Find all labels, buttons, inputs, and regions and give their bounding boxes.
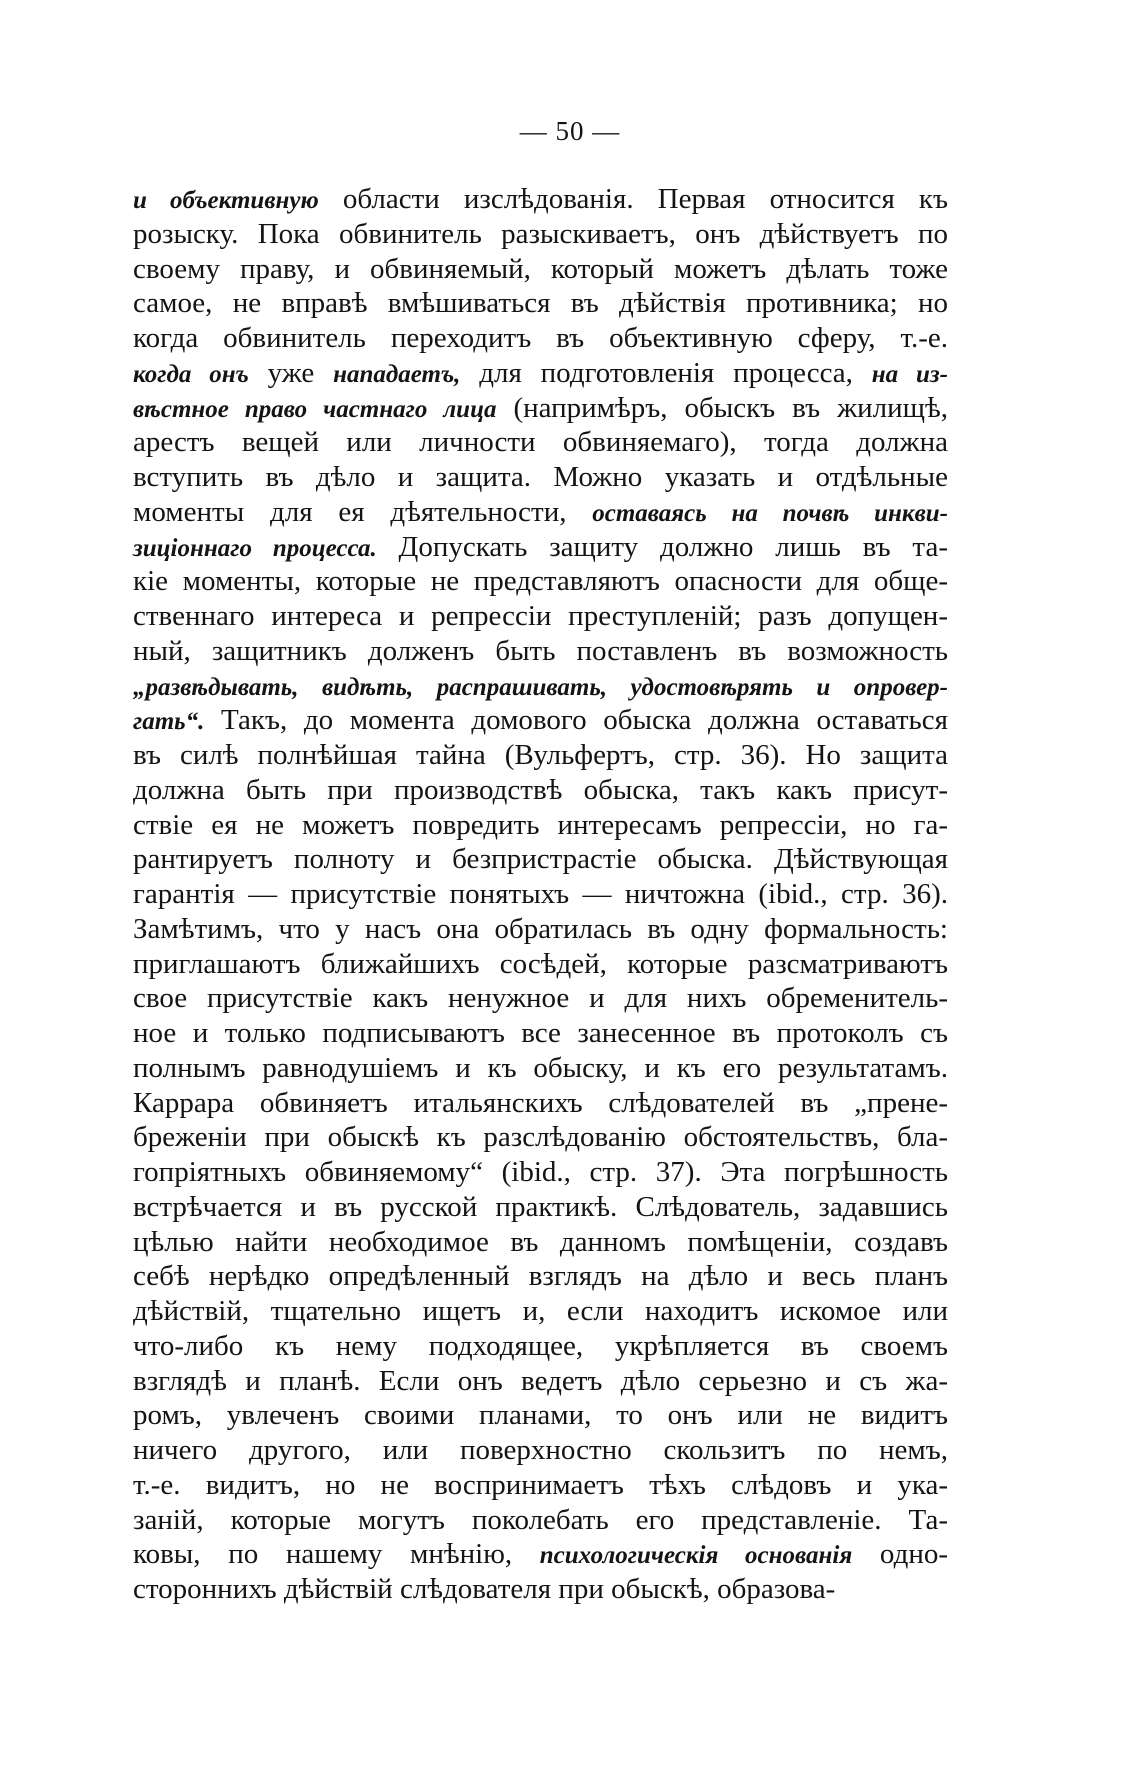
text-segment: Такъ, до момента домового обыска должна оставаться — [204, 704, 948, 737]
text-segment: (напримѣръ, обыскъ въ жилищѣ, — [496, 391, 948, 424]
text-line — [133, 1016, 948, 1051]
text-line — [133, 217, 948, 252]
text-segment: ничего другого, или поверхностно скользитъ по немъ, — [133, 1434, 948, 1466]
text-segment: своему праву, и обвиняемый, который можетъ дѣлать тоже — [133, 252, 948, 285]
text-segment: арестъ вещей или личности обвиняемаго), тогда должна — [133, 426, 948, 459]
text-segment: ствіе ея не можетъ повредить интересамъ репрессіи, но га- — [133, 808, 948, 841]
text-segment: ковы, по нашему мнѣнію, — [133, 1538, 540, 1571]
text-line — [133, 634, 948, 669]
text-line — [133, 460, 948, 495]
text-line — [133, 564, 948, 599]
text-segment: цѣлью найти необходимое въ данномъ помѣщеніи, создавъ — [133, 1225, 948, 1258]
text-segment: ственнаго интереса и репрессіи преступленій; разъ допущен- — [133, 600, 948, 632]
text-segment: кіе моменты, которые не представляютъ опасности для обще- — [133, 565, 948, 598]
text-line — [133, 1329, 948, 1364]
text-segment: ный, защитникъ долженъ быть поставленъ въ возможность — [133, 634, 948, 667]
text-line — [133, 530, 948, 565]
text-line — [133, 703, 948, 738]
text-segment: когда обвинитель переходитъ въ объективную сферу, т.-е. — [133, 322, 948, 354]
text-segment: свое присутствіе какъ ненужное и для нихъ обременитель- — [133, 982, 948, 1015]
text-line — [133, 1537, 948, 1572]
text-line — [133, 1120, 948, 1155]
text-segment: дѣйствій, тщательно ищетъ и, если находитъ искомое или — [133, 1295, 948, 1327]
text-line — [133, 912, 948, 947]
text-segment: гопріятныхъ обвиняемому“ (ibid., стр. 37). Эта погрѣшность — [133, 1156, 948, 1188]
text-line — [133, 842, 948, 877]
text-segment: розыску. Пока обвинитель разыскиваетъ, онъ дѣйствуетъ по — [133, 217, 948, 250]
text-segment: должна быть при производствѣ обыска, такъ какъ присут- — [133, 773, 948, 806]
text-line — [133, 356, 948, 391]
text-segment: одно- — [852, 1538, 948, 1571]
text-line — [133, 391, 948, 426]
text-segment: приглашаютъ ближайшихъ сосѣдей, которые разсматриваютъ — [133, 947, 948, 980]
emphasized-text: и объективную — [133, 187, 319, 214]
text-line — [133, 252, 948, 287]
emphasized-text: зиціоннаго процесса. — [133, 534, 377, 562]
text-line — [133, 1294, 948, 1329]
text-segment: гарантія — присутствіе понятыхъ — ничтожна (ibid., стр. 36). — [133, 878, 948, 910]
text-segment: бреженіи при обыскѣ къ разслѣдованію обстоятельствъ, бла- — [133, 1121, 948, 1154]
text-segment: уже — [248, 356, 334, 389]
text-line — [133, 1364, 948, 1399]
text-segment: полнымъ равнодушіемъ и къ обыску, и къ его результатамъ. — [133, 1051, 948, 1084]
emphasized-text: когда онъ — [133, 360, 249, 388]
text-segment: самое, не вправѣ вмѣшиваться въ дѣйствія противника; но — [133, 287, 948, 320]
emphasized-text: на из- — [871, 360, 948, 388]
text-line — [133, 286, 948, 321]
text-line — [133, 808, 948, 843]
text-line — [133, 1259, 948, 1294]
text-segment: стороннихъ дѣйствій слѣдователя при обыскѣ, образова- — [133, 1573, 836, 1605]
emphasized-text: „развѣдывать, видѣть, распрашивать, удостовѣрять и опровер- — [133, 673, 948, 701]
emphasized-text: вѣстное право частнаго лица — [133, 395, 497, 423]
text-line — [133, 947, 948, 982]
text-line — [133, 1086, 948, 1121]
emphasized-text: оставаясь на почвѣ инкви- — [592, 499, 948, 527]
text-line — [133, 495, 948, 530]
text-line — [133, 1433, 948, 1468]
text-segment: т.-е. видитъ, но не воспринимаетъ тѣхъ слѣдовъ и ука- — [133, 1468, 948, 1501]
text-line — [133, 877, 948, 912]
text-segment: для подготовленія процесса, — [460, 356, 872, 389]
text-segment: ное и только подписываютъ все занесенное въ протоколъ съ — [133, 1017, 948, 1049]
text-line — [133, 1398, 948, 1433]
emphasized-text: психологическія основанія — [539, 1542, 853, 1570]
emphasized-text: нападаетъ, — [333, 360, 461, 388]
text-segment: вступить въ дѣло и защита. Можно указать и отдѣльные — [133, 461, 948, 493]
text-line — [133, 1503, 948, 1538]
text-line — [133, 773, 948, 808]
text-line — [133, 1051, 948, 1086]
body-text — [133, 182, 948, 1607]
text-segment: въ силѣ полнѣйшая тайна (Вульфертъ, стр. 36). Но защита — [133, 739, 948, 771]
text-segment: области изслѣдованія. Первая относится къ — [318, 183, 948, 215]
text-segment: взглядѣ и планѣ. Если онъ ведетъ дѣло серьезно и съ жа- — [133, 1364, 948, 1397]
text-segment: моменты для ея дѣятельности, — [133, 495, 593, 528]
text-line — [133, 1155, 948, 1190]
text-line — [133, 425, 948, 460]
text-segment: ромъ, увлеченъ своими планами, то онъ или не видитъ — [133, 1399, 948, 1432]
text-segment: себѣ нерѣдко опредѣленный взглядъ на дѣло и весь планъ — [133, 1260, 948, 1293]
text-segment: Замѣтимъ, что у насъ она обратилась въ одну формальность: — [133, 912, 948, 945]
text-line — [133, 599, 948, 634]
text-line — [133, 669, 948, 704]
emphasized-text: гать“. — [133, 708, 205, 736]
text-segment: Каррара обвиняетъ итальянскихъ слѣдователей въ „прене- — [133, 1086, 948, 1119]
text-line — [133, 738, 948, 773]
text-line — [133, 321, 948, 356]
text-line — [133, 1225, 948, 1260]
text-line — [133, 1190, 948, 1225]
text-segment: заній, которые могутъ поколебать его представленіе. Та- — [133, 1503, 948, 1536]
text-segment: Допускать защиту должно лишь въ та- — [376, 530, 948, 563]
text-line — [133, 1572, 948, 1607]
text-line — [133, 981, 948, 1016]
text-segment: что-либо къ нему подходящее, укрѣпляется въ своемъ — [133, 1329, 948, 1362]
text-line — [133, 1468, 948, 1503]
text-line — [133, 182, 948, 217]
text-segment: рантируетъ полноту и безпристрастіе обыска. Дѣйствующая — [133, 843, 948, 876]
text-segment: встрѣчается и въ русской практикѣ. Слѣдователь, задавшись — [133, 1190, 948, 1223]
page-number: — 50 — — [519, 116, 621, 146]
